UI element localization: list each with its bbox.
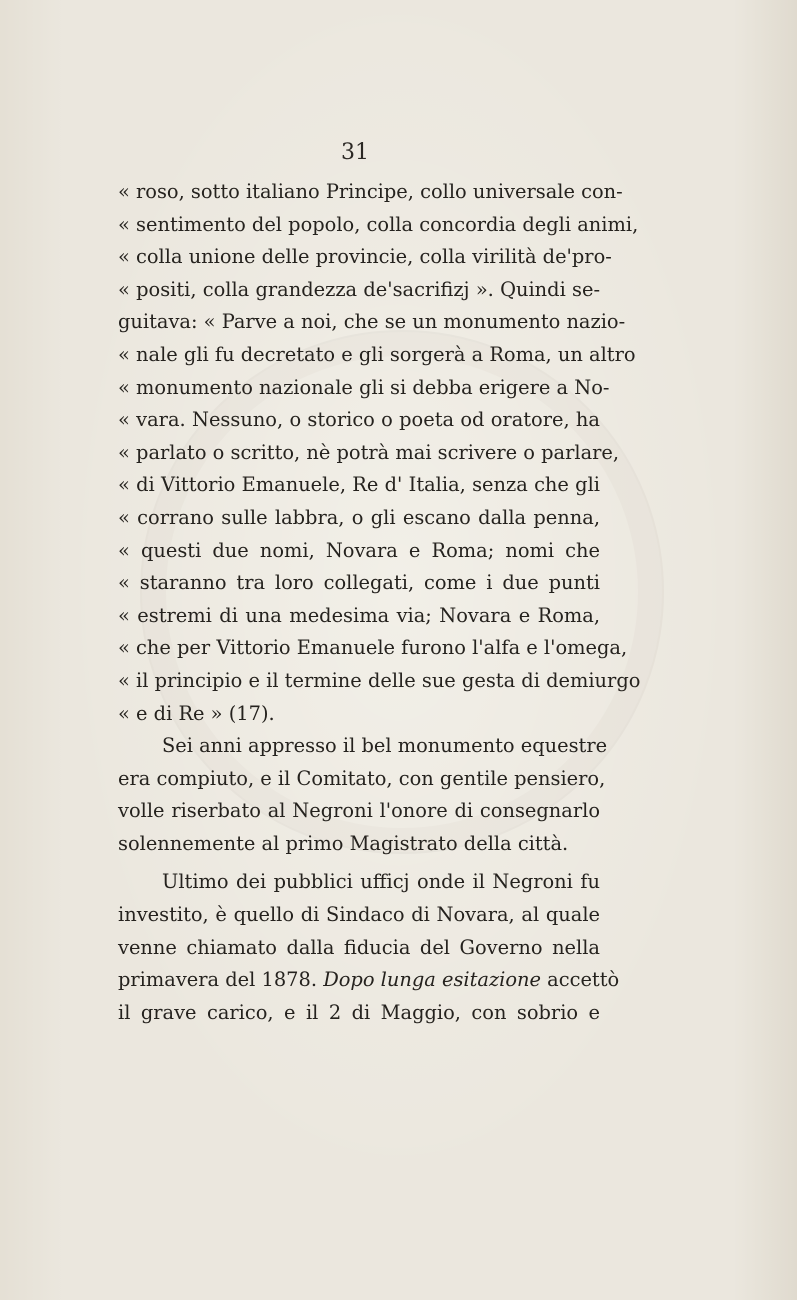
text-line: investito, è quello di Sindaco di Novara, al quale [118,903,600,927]
text-line: « monumento nazionale gli si debba erigere a No- [118,375,610,399]
body-text [118,176,641,1029]
text-line: « positi, colla grandezza de'sacrifizj ». Quindi se- [118,277,600,301]
text-line: « roso, sotto italiano Principe, collo universale con- [118,180,623,203]
text-line: « parlato o scritto, nè potrà mai scrivere o parlare, [118,440,620,464]
text-line [118,964,620,997]
text-line: il grave carico, e il 2 di Maggio, con sobrio e [118,1000,600,1024]
text-line: solennemente al primo Magistrato della città. [118,831,569,855]
text-line: venne chiamato dalla fiducia del Governo nella [118,935,600,959]
text-line: « che per Vittorio Emanuele furono l'alfa e l'omega, [118,636,628,660]
text-line: guitava: « Parve a noi, che se un monumento nazio- [118,310,626,334]
text-line: « corrano sulle labbra, o gli escano dalla penna, [118,505,600,529]
text-line: « e di Re » (17). [118,701,275,725]
text-line: « nale gli fu decretato e gli sorgerà a Roma, un altro [118,342,636,366]
text-line: era compiuto, e il Comitato, con gentile pensiero, [118,766,606,790]
text-line: volle riserbato al Negroni l'onore di consegnarlo [118,799,600,823]
text-line: « di Vittorio Emanuele, Re d' Italia, senza che gli [118,473,600,497]
text-line: Sei anni appresso il bel monumento equestre [162,734,608,758]
text-line: « estremi di una medesima via; Novara e Roma, [118,603,600,627]
paragraph [118,730,608,860]
text-line: « vara. Nessuno, o storico o poeta od oratore, ha [118,408,600,432]
paragraph [118,866,620,1029]
italic-phrase: Dopo lunga esitazione [323,968,542,992]
text-line: « il principio e il termine delle sue gesta di demiurgo [118,668,641,692]
text-line: « colla unione delle provincie, colla virilità de'pro- [118,245,612,269]
text-line: « sentimento del popolo, colla concordia degli animi, [118,212,639,236]
quoted-passage [118,176,641,730]
text-run: primavera del 1878. [118,968,324,992]
page-number: 31 [341,140,369,165]
text-line: « questi due nomi, Novara e Roma; nomi che [118,538,600,562]
text-line: « staranno tra loro collegati, come i due punti [118,571,600,595]
text-line: Ultimo dei pubblici ufficj onde il Negroni fu [162,870,600,894]
text-run: accettò [541,968,620,992]
